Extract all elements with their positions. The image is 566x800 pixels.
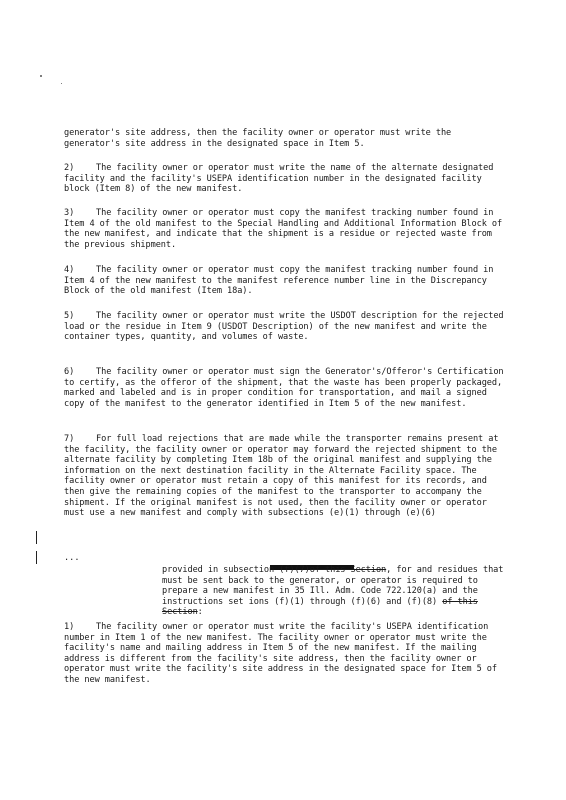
paragraph-text: The facility owner or operator must write the facility's USEPA identification number in Item 1 of the new manifest. The facility owner or operator must write the facility's name and mailing address in Item 5 of the new manifest. If the mailing address is different from the facility's site address, then the facility owner or operator must write the facility's site address in the designated space for Item 5 of the new manifest.: [64, 622, 497, 685]
paragraph-4: [64, 265, 504, 297]
paragraph-final: [64, 622, 504, 686]
paragraph-number: 1): [64, 622, 75, 632]
paragraph-number: 4): [64, 265, 75, 275]
paragraph-text: The facility owner or operator must copy the manifest tracking number found in Item 4 of the new manifest to the manifest reference number line in the Discrepancy Block of the old manifest (Item 18a).: [64, 265, 494, 297]
paragraph-6: [64, 367, 504, 409]
amended-text: :: [197, 607, 203, 618]
paragraph-text: The facility owner or operator must sign the Generator's/Offeror's Certification to certify, as the offeror of the shipment, that the waste has been properly packaged, marked and labeled and is in proper condition for transportation, and mail a signed copy of the manifest to the generator identified in Item 5 of the new manifest.: [64, 367, 504, 409]
change-bar: [36, 531, 37, 544]
ellipsis: ...: [64, 553, 80, 563]
paragraph-continued: [64, 128, 504, 149]
paragraph-number: 5): [64, 311, 75, 321]
paragraph-number: 3): [64, 208, 75, 218]
amended-text: ions (f)(1) through (f)(6) and (f)(8): [248, 596, 438, 607]
paragraph-text: The facility owner or operator must write the name of the alternate designated facility and the facility's USEPA identification number in the designated facility block (Item 8) of the new manifest.: [64, 163, 494, 195]
paragraph-3: [64, 208, 504, 250]
struck-text: of this Section: [309, 565, 387, 575]
amended-text: and residues that must be sent back to the generator, or operator is required to prepare a new manifest in 35 Ill. Adm. Code 722.120(a) and the instructions set: [162, 565, 504, 607]
paragraph-text: generator's site address, then the facility owner or operator must write the generator's site address in the designated space in Item 5.: [64, 128, 452, 149]
amended-text: provided in subsection (f)(7): [162, 565, 310, 575]
paragraph-number: 6): [64, 367, 75, 377]
amended-subsection: [162, 565, 506, 618]
scan-speck: [61, 83, 62, 84]
paragraph-text: The facility owner or operator must copy the manifest tracking number found in Item 4 of the old manifest to the Special Handling and Additional Information Block of the new manifest, and indicate that the shipment is a residue or rejected waste from the previous shipment.: [64, 208, 503, 250]
paragraph-7: [64, 434, 504, 519]
change-bar: [36, 551, 37, 564]
paragraph-number: 7): [64, 434, 75, 444]
paragraph-text: The facility owner or operator must write the USDOT description for the rejected load or the residue in Item 9 (USDOT Description) of the new manifest and write the container types, quantity, and volumes of waste.: [64, 311, 504, 343]
paragraph-number: 2): [64, 163, 75, 173]
paragraph-text: For full load rejections that are made while the transporter remains present at the facility, the facility owner or operator may forward the rejected shipment to the alternate facility by completing Item 18b of the original manifest and supplying the information on the next destination facility in the Alternate Facility space. The facility owner or operator must retain a copy of this manifest for its records, and then give the remaining copies of the manifest to the transporter to accompany the shipment. If the original manifest is not used, then the facility owner or operator must use a new manifest and comply with subsections (e)(1) through (e)(6): [64, 434, 499, 519]
paragraph-2: [64, 163, 504, 195]
scan-speck: [40, 75, 42, 77]
amended-text: , for: [386, 565, 412, 575]
paragraph-5: [64, 311, 504, 343]
struck-text: of this Section: [162, 596, 478, 618]
